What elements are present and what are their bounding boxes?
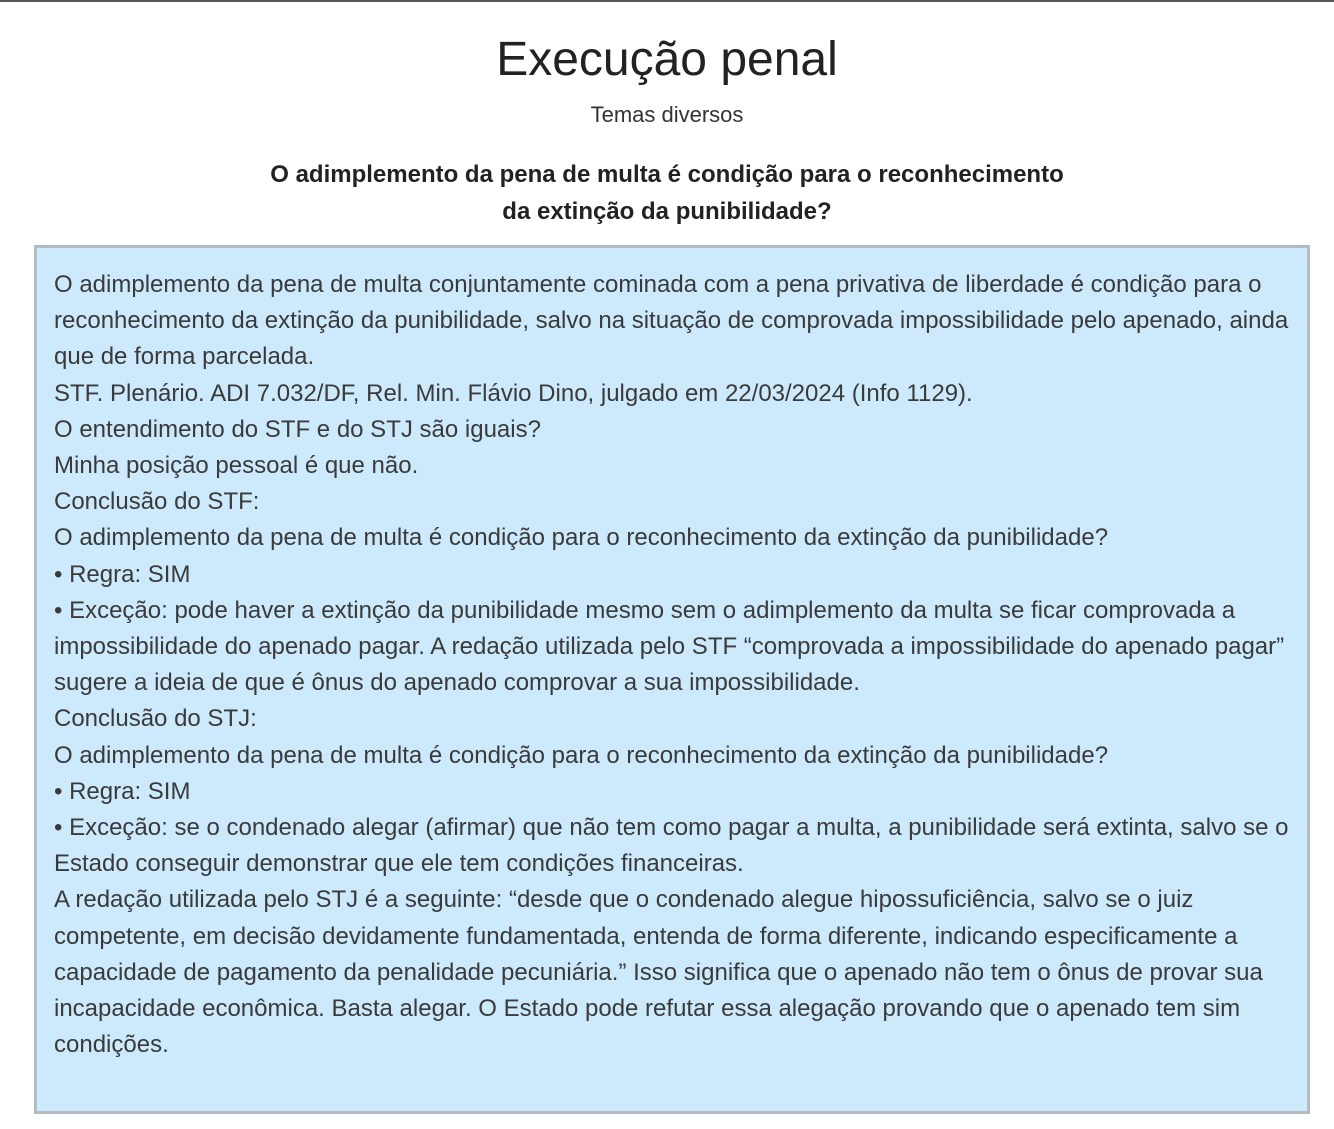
question-line-2: da extinção da punibilidade? [502,198,832,225]
page-title: Execução penal [496,33,838,86]
paragraph-stf-heading: Conclusão do STF: [54,488,260,516]
paragraph-stj-wording: A redação utilizada pelo STJ é a seguinte: “desde que o condenado alegue hipossuficiência, salvo se o juiz competente, em decisão devidamente fundamentada, entenda de forma diferente, indicando especificamente a capacidade de pagamento da penalidade pecuniária.” Isso significa que o apenado não tem o ônus de provar sua incapacidade econômica. Basta alegar. O Estado pode refutar essa alegação provando que o apenado tem sim condições. [54,886,1263,1059]
paragraph-stf-question: O adimplemento da pena de multa é condição para o reconhecimento da extinção da punibilidade? [54,524,1109,552]
content-box [34,245,1310,1114]
paragraph-stj-heading: Conclusão do STJ: [54,705,257,733]
paragraph-stj-exception: • Exceção: se o condenado alegar (afirmar) que não tem como pagar a multa, a punibilidade será extinta, salvo se o Estado conseguir demonstrar que ele tem condições financeiras. [54,814,1289,878]
question-line-1: O adimplemento da pena de multa é condição para o reconhecimento [270,161,1064,188]
question-heading [200,156,1134,230]
page-subtitle: Temas diversos [590,102,744,127]
paragraph-stf-rule: • Regra: SIM [54,560,191,588]
paragraph-stj-question: O adimplemento da pena de multa é condição para o reconhecimento da extinção da punibilidade? [54,741,1109,769]
paragraph-stj-rule: • Regra: SIM [54,777,191,805]
paragraph-thesis: O adimplemento da pena de multa conjuntamente cominada com a pena privativa de liberdade é condição para o reconhecimento da extinção da punibilidade, salvo na situação de comprovada impossibilidade pelo apenado, ainda que de forma parcelada. [54,271,1289,371]
paragraph-stf-exception: • Exceção: pode haver a extinção da punibilidade mesmo sem o adimplemento da multa se ficar comprovada a impossibilidade do apenado pagar. A redação utilizada pelo STF “comprovada a impossibilidade do apenado pagar” sugere a ideia de que é ônus do apenado comprovar a sua impossibilidade. [54,596,1285,697]
top-divider [0,0,1334,2]
paragraph-question: O entendimento do STF e do STJ são iguais? [54,415,541,443]
paragraph-opinion: Minha posição pessoal é que não. [54,452,419,480]
paragraph-citation: STF. Plenário. ADI 7.032/DF, Rel. Min. Flávio Dino, julgado em 22/03/2024 (Info 1129). [54,379,973,407]
